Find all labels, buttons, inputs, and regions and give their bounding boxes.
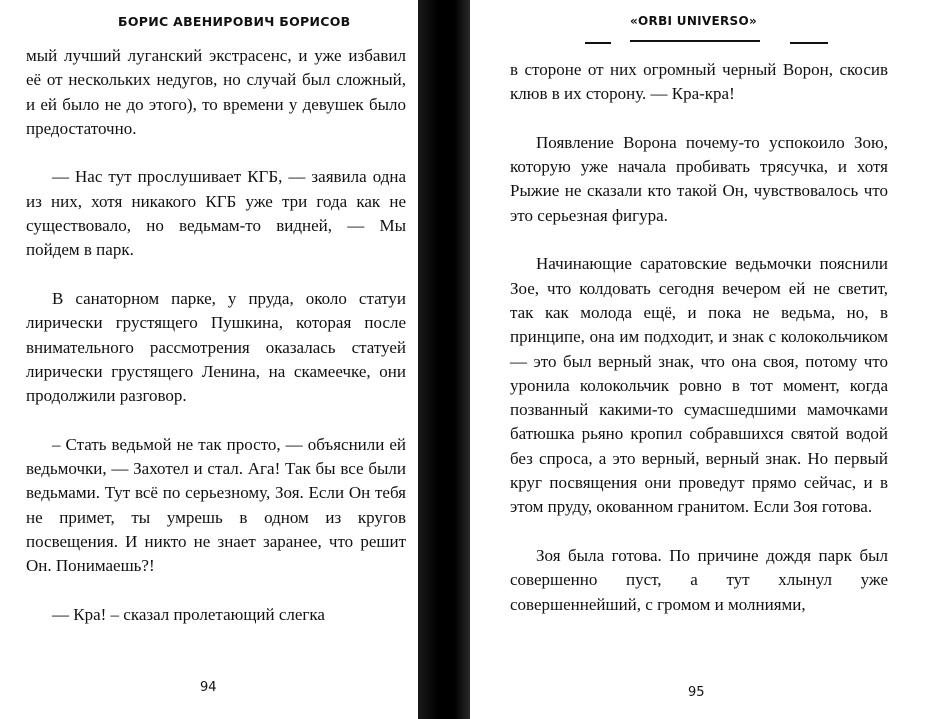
left-text-block bbox=[26, 44, 406, 627]
left-paragraph-4: – Стать ведьмой не так просто, — объяснили ей ведьмочки, — Захотел и стал. Ага! Так бы все были ведьмами. Тут всё по серьезному, Зоя. Если Он тебя не примет, ты умрешь в одном из кругов посвещения. И никто не знает заранее, что решит Он. Понимаешь?! bbox=[26, 434, 406, 576]
left-running-head: БОРИС АВЕНИРОВИЧ БОРИСОВ bbox=[118, 14, 351, 29]
right-text-block bbox=[510, 58, 888, 617]
left-paragraph-3: В санаторном парке, у пруда, около статуи лирически грустящего Пушкина, которая после внимательного рассмотрения оказалась статуей лирически грустящего Ленина, на скамеечке, они продолжили разговор. bbox=[26, 288, 406, 406]
book-spine-gutter bbox=[418, 0, 470, 719]
left-paragraph-5: — Кра! – сказал пролетающий слегка bbox=[52, 604, 325, 624]
right-paragraph-3: Начинающие саратовские ведьмочки пояснили Зое, что колдовать сегодня вечером ей не светит, так как молода ещё, и пока не ведьма, но, в принципе, она им подходит, и знак с колокольчиком — это был верный знак, что она своя, потому что уронила колокольчик ровно в тот момент, когда позванный какими-то сумасшедшими мамочками батюшка рьяно кропил собравшихся святой водой без спроса, а это верный, верный знак. Но первый круг посвящения они проведут прямо сейчас, и в этом пруду, окованном гранитом. Если Зоя готова. bbox=[510, 254, 888, 517]
header-rule-middle bbox=[630, 40, 760, 42]
left-page bbox=[0, 0, 418, 719]
right-page-number: 95 bbox=[688, 685, 705, 700]
right-paragraph-1: в стороне от них огромный черный Ворон, скосив клюв в их сторону. — Кра-кра! bbox=[510, 60, 888, 104]
header-rule-right bbox=[790, 42, 828, 44]
header-rule-left bbox=[585, 42, 611, 44]
left-page-number: 94 bbox=[200, 680, 217, 695]
right-running-head: «ORBI UNIVERSO» bbox=[630, 14, 758, 28]
left-paragraph-2: — Нас тут прослушивает КГБ, — заявила одна из них, хотя никакого КГБ уже три года как не существовало, но ведьмам-то видней, — Мы пойдем в парк. bbox=[26, 167, 406, 260]
right-paragraph-2: Появление Ворона почему-то успокоило Зою, которую уже начала пробивать трясучка, и хотя Рыжие не сказали кто такой Он, чувствовалось что это серьезная фигура. bbox=[510, 132, 888, 225]
right-paragraph-4: Зоя была готова. По причине дождя парк был совершенно пуст, а тут хлынул уже совершеннейший, с громом и молниями, bbox=[510, 545, 888, 614]
left-paragraph-1: мый лучший луганский экстрасенс, и уже избавил её от нескольких недугов, но случай был сложный, и ей было не до этого), то времени у девушек было предостаточно. bbox=[26, 46, 406, 138]
right-page bbox=[470, 0, 932, 719]
